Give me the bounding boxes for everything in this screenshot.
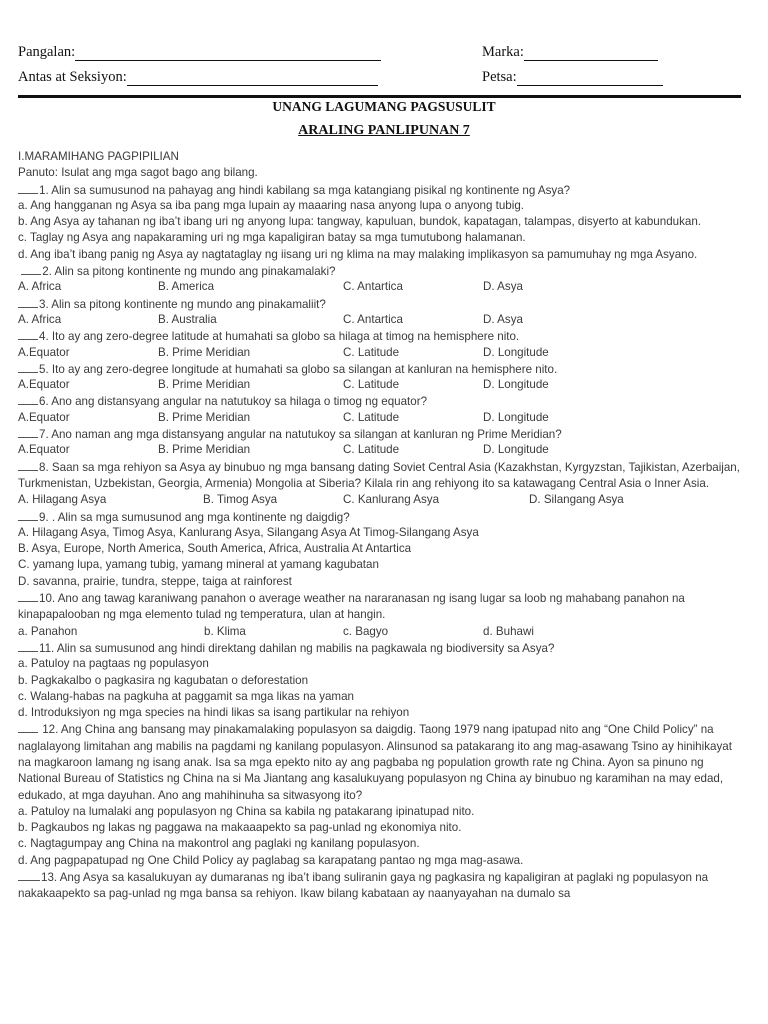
section-field[interactable]	[18, 69, 378, 86]
option: A.Equator	[18, 410, 70, 424]
grade-label: Marka:	[482, 44, 524, 60]
options-row	[18, 624, 748, 640]
options-row	[18, 279, 748, 295]
question-stem: 3. Alin sa pitong kontinente ng mundo ang pinakamaliit?	[39, 297, 326, 311]
answer-blank[interactable]	[18, 459, 38, 471]
option: d. Introduksiyon ng mga species na hindi likas sa isang partikular na rehiyon	[18, 706, 410, 720]
options-row	[18, 345, 748, 361]
option: b. Pagkakalbo o pagkasira ng kagubatan o deforestation	[18, 673, 309, 687]
question-stem: 12. Ang China ang bansang may pinakamalaking populasyon sa daigdig. Taong 1979 nang ipatupad nito ang “One Child Policy” na naglalayong limitahan ang mabilis na pagdami ng kanilang populasyon. Alinsunod sa patakarang ito ang mag-asawang Tsino ay hinihikayat na magkaroon lamang ng isang anak. Isa sa mga epekto nito ay ang pagbaba ng population growth rate ng China. Ayon sa pinuno ng National Bureau of Statistics ng China na si Ma Jiantang ang kasalukuyang populasyon ng China ay binubuo ng karamihan na may edad, edukado, at mga dayuhan. Ano ang mahihinuha sa sitwasyong ito?	[18, 723, 732, 802]
question-stem: 8. Saan sa mga rehiyon sa Asya ay binubuo ng mga bansang dating Soviet Central Asia (Kazakhstan, Kyrgyzstan, Tajikistan, Azerbaijan, Turkmenistan, Uzbekistan, Georgia, Armenia) Mongolia at Siberia? Kilala rin ang rehiyong ito sa katawagang Central Asia o Inner Asia.	[18, 460, 740, 490]
option: C. Latitude	[343, 378, 400, 392]
answer-blank[interactable]	[18, 721, 38, 733]
option: C. yamang lupa, yamang tubig, yamang mineral at yamang kagubatan	[18, 558, 379, 572]
answer-blank[interactable]	[18, 426, 38, 438]
question-4	[18, 328, 748, 344]
name-line	[75, 46, 381, 61]
question-stem: 10. Ano ang tawag karaniwang panahon o average weather na nararanasan ng isang lugar sa loob ng mahabang panahon na kinapapalooban ng mga elemento tulad ng temperatura, ulan at hangin.	[18, 592, 685, 622]
question-10	[18, 590, 748, 624]
answer-blank[interactable]	[18, 328, 38, 340]
question-stem: 6. Ano ang distansyang angular na natutukoy sa hilaga o timog ng equator?	[39, 395, 428, 409]
option: C. Antartica	[343, 312, 403, 326]
option: B. Prime Meridian	[158, 443, 251, 457]
option: d. Buhawi	[483, 624, 534, 638]
option: B. Prime Meridian	[158, 410, 251, 424]
question-13	[18, 869, 748, 903]
option: D. Longitude	[483, 345, 549, 359]
answer-blank[interactable]	[21, 263, 41, 275]
option: B. Prime Meridian	[158, 378, 251, 392]
question-stem: 5. Ito ay ang zero-degree longitude at humahati sa globo sa silangan at kanluran na hemisphere nito.	[39, 362, 558, 376]
answer-blank[interactable]	[18, 509, 38, 521]
question-stem: 9. . Alin sa mga sumusunod ang mga kontinente ng daigdig?	[39, 510, 350, 524]
option: D. Longitude	[483, 443, 549, 457]
date-field[interactable]	[482, 69, 663, 86]
option: B. Australia	[158, 312, 217, 326]
section-heading: I.MARAMIHANG PAGPIPILIAN	[18, 150, 179, 163]
exam-title: UNANG LAGUMANG PAGSUSULIT	[272, 99, 496, 114]
name-label: Pangalan:	[18, 44, 76, 60]
section-label: Antas at Seksiyon:	[18, 69, 127, 85]
section-line	[127, 71, 378, 86]
option: B. Asya, Europe, North America, South America, Africa, Australia At Antartica	[18, 542, 412, 556]
option: C. Antartica	[343, 280, 403, 294]
option: A. Hilagang Asya, Timog Asya, Kanlurang Asya, Silangang Asya At Timog-Silangang Asya	[18, 525, 479, 539]
option: b. Pagkaubos ng lakas ng paggawa na makaaapekto sa pag-unlad ng ekonomiya nito.	[18, 821, 462, 835]
header-rule	[18, 95, 741, 98]
subject-title: ARALING PANLIPUNAN 7	[298, 123, 470, 138]
option: D. savanna, prairie, tundra, steppe, taiga at rainforest	[18, 574, 292, 588]
option: A. Africa	[18, 312, 62, 326]
grade-field[interactable]	[482, 44, 658, 61]
option: A.Equator	[18, 443, 70, 457]
question-1	[18, 182, 748, 198]
option: D. Longitude	[483, 410, 549, 424]
options-row	[18, 442, 748, 458]
options-row	[18, 410, 748, 426]
instructions: Panuto: Isulat ang mga sagot bago ang bilang.	[18, 166, 258, 180]
question-3	[18, 296, 748, 312]
option: C. Latitude	[343, 345, 400, 359]
option: a. Panahon	[18, 624, 78, 638]
option: c. Nagtagumpay ang China na makontrol ang paglaki ng kanilang populasyon.	[18, 837, 420, 851]
options-row	[18, 377, 748, 393]
option: a. Ang hangganan ng Asya sa iba pang mga lupain ay maaaring nasa anyong lupa o anyong tubig.	[18, 198, 525, 212]
question-stem: 7. Ano naman ang mga distansyang angular na natutukoy sa silangan at kanluran ng Prime Meridian?	[39, 428, 562, 442]
option: b. Klima	[204, 624, 246, 638]
grade-line	[524, 46, 658, 61]
question-2	[18, 263, 748, 279]
answer-blank[interactable]	[18, 590, 38, 602]
options-row	[18, 492, 748, 508]
question-stem: 13. Ang Asya sa kasalukuyan ay dumaranas ng iba’t ibang suliranin gaya ng pagkasira ng kapaligiran at paglaki ng populasyon na nakakaapekto sa pag-unlad ng mga bansa sa rehiyon. Ikaw bilang kabataan ay naanyayahan na dumalo sa	[18, 871, 709, 901]
option: B. Prime Meridian	[158, 345, 251, 359]
option: d. Ang iba’t ibang panig ng Asya ay nagtataglay ng iisang uri ng klima na may malaking implikasyon sa pamumuhay ng mga Asyano.	[18, 247, 698, 261]
option: A.Equator	[18, 378, 70, 392]
option: a. Patuloy na lumalaki ang populasyon ng China sa kabila ng patakarang ipinatupad nito.	[18, 804, 475, 818]
option: C. Kanlurang Asya	[343, 493, 440, 507]
question-8	[18, 459, 748, 493]
question-5	[18, 361, 748, 377]
question-12	[18, 721, 748, 803]
option: D. Longitude	[483, 378, 549, 392]
answer-blank[interactable]	[18, 182, 38, 194]
question-7	[18, 426, 748, 442]
option: B. Timog Asya	[203, 493, 278, 507]
question-stem: 11. Alin sa sumusunod ang hindi direktang dahilan ng mabilis na pagkawala ng biodiversity sa Asya?	[39, 641, 555, 655]
answer-blank[interactable]	[18, 361, 38, 373]
option: D. Silangang Asya	[529, 493, 624, 507]
question-9	[18, 509, 748, 525]
option: c. Bagyo	[343, 624, 389, 638]
answer-blank[interactable]	[18, 296, 38, 308]
question-stem: 4. Ito ay ang zero-degree latitude at humahati sa globo sa hilaga at timog na hemisphere nito.	[39, 330, 520, 344]
option: B. America	[158, 280, 215, 294]
date-line	[517, 71, 663, 86]
answer-blank[interactable]	[18, 640, 38, 652]
option: C. Latitude	[343, 410, 400, 424]
option: a. Patuloy na pagtaas ng populasyon	[18, 657, 209, 671]
option: D. Asya	[483, 280, 523, 294]
answer-blank[interactable]	[18, 869, 40, 881]
question-11	[18, 640, 748, 656]
option: A.Equator	[18, 345, 70, 359]
exam-body	[18, 149, 748, 903]
option: b. Ang Asya ay tahanan ng iba’t ibang uri ng anyong lupa: tangway, kapuluan, bundok, kapatagan, talampas, disyerto at kabundukan.	[18, 215, 702, 229]
question-stem: 2. Alin sa pitong kontinente ng mundo ang pinakamalaki?	[42, 265, 336, 279]
option: c. Walang-habas na pagkuha at paggamit sa mga likas na yaman	[18, 689, 354, 703]
option: C. Latitude	[343, 443, 400, 457]
name-field[interactable]	[18, 44, 381, 61]
question-6	[18, 393, 748, 409]
options-row	[18, 312, 748, 328]
answer-blank[interactable]	[18, 393, 38, 405]
option: A. Hilagang Asya	[18, 493, 107, 507]
question-stem: 1. Alin sa sumusunod na pahayag ang hindi kabilang sa mga katangiang pisikal ng kontinente ng Asya?	[39, 183, 571, 197]
option: D. Asya	[483, 312, 523, 326]
option: A. Africa	[18, 280, 62, 294]
date-label: Petsa:	[482, 69, 517, 85]
option: c. Taglay ng Asya ang napakaraming uri ng mga kapaligiran batay sa mga tumutubong halamanan.	[18, 231, 526, 245]
option: d. Ang pagpapatupad ng One Child Policy ay paglabag sa karapatang pantao ng mga mag-asawa.	[18, 853, 524, 867]
